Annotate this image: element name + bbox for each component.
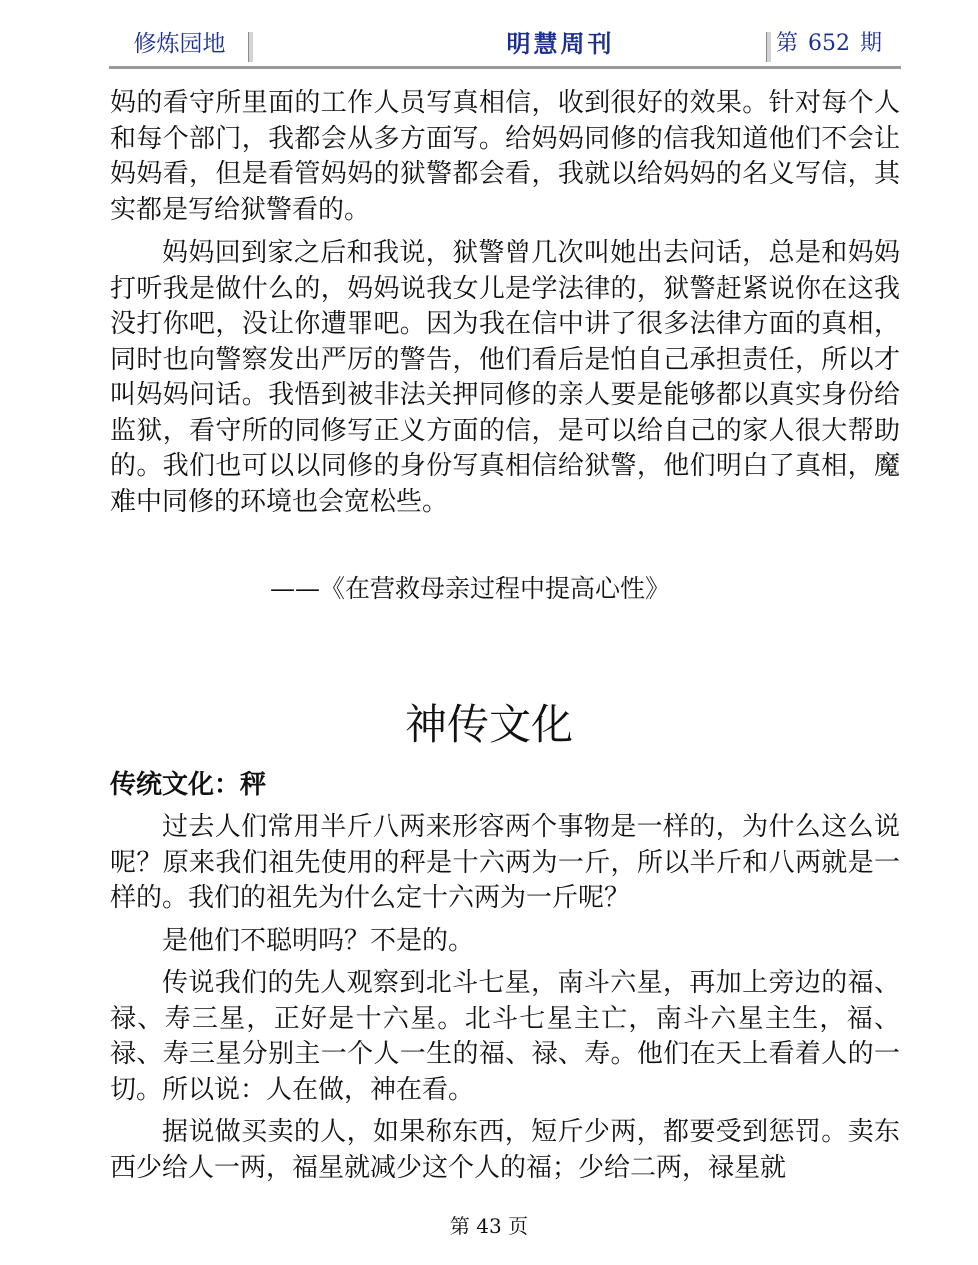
issue-number: 652 [808, 31, 851, 56]
paragraph: 妈妈回到家之后和我说，狱警曾几次叫她出去问话，总是和妈妈打听我是做什么的，妈妈说我女儿是学法律的，狱警赶紧说你在这我没打你吧，没让你遭罪吧。因为我在信中讲了很多法律方面的真相，同时也向警察发出严厉的警告，他们看后是怕自己承担责任，所以才叫妈妈问话。我悟到被非法关押同修的亲人要是能够都以真实身份给监狱，看守所的同修写正义方面的信，是可以给自己的家人很大帮助的。我们也可以以同修的身份写真相信给狱警，他们明白了真相，魔难中同修的环境也会宽松些。 [110, 238, 900, 517]
article-body [110, 86, 900, 520]
paragraph: 据说做买卖的人，如果称东西，短斤少两，都要受到惩罚。卖东西少给人一两，福星就减少这个人的福；少给二两，禄星就 [110, 1117, 900, 1183]
section-title: 神传文化 [404, 700, 573, 749]
article-heading: 传统文化：秤 [110, 770, 267, 800]
issue-prefix: 第 [776, 31, 799, 56]
paragraph: 是他们不聪明吗？不是的。 [162, 925, 475, 956]
article-body-2 [110, 810, 900, 1193]
paragraph: 传说我们的先人观察到北斗七星，南斗六星，再加上旁边的福、禄、寿三星，正好是十六星。北斗七星主亡，南斗六星主生，福、禄、寿三星分别主一个人一生的福、禄、寿。他们在天上看着人的一切。所以说：人在做，神在看。 [110, 968, 900, 1105]
header-issue [773, 24, 901, 64]
issue-suffix: 期 [860, 31, 883, 56]
header-divider [766, 32, 771, 62]
paragraph: 过去人们常用半斤八两来形容两个事物是一样的，为什么这么说呢？原来我们祖先使用的秤是十六两为一斤，所以半斤和八两就是一样的。我们的祖先为什么定十六两为一斤呢？ [110, 812, 900, 913]
header-rule [109, 66, 901, 69]
header-publication-title: 明慧周刊 [506, 30, 615, 58]
page-number: 第 43 页 [449, 1214, 529, 1238]
article-source-quote: ——《在营救母亲过程中提高心性》 [270, 574, 671, 603]
page-header [109, 24, 901, 68]
header-section-name: 修炼园地 [133, 31, 226, 57]
paragraph: 妈的看守所里面的工作人员写真相信，收到很好的效果。针对每个人和每个部门，我都会从多方面写。给妈妈同修的信我知道他们不会让妈妈看，但是看管妈妈的狱警都会看，我就以给妈妈的名义写信，其实都是写给狱警看的。 [110, 88, 900, 225]
